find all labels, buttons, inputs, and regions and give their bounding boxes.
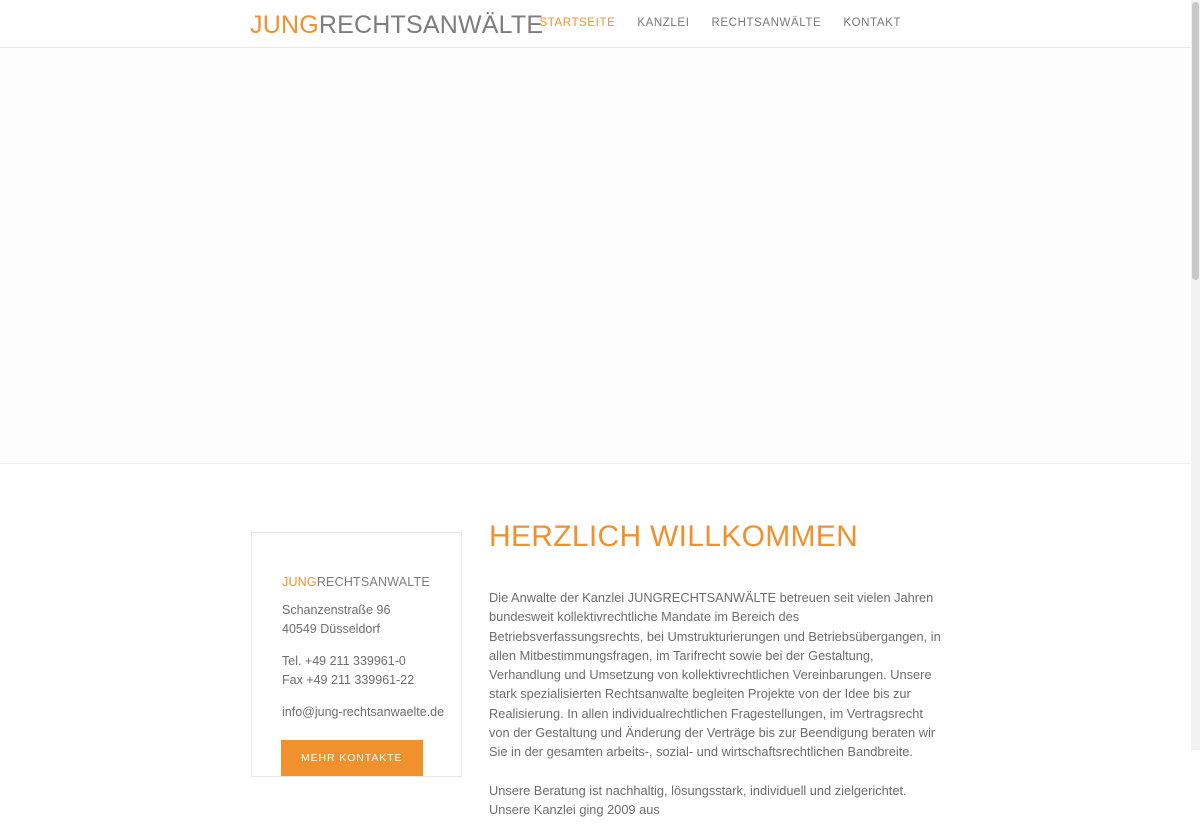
nav-item-startseite[interactable]: STARTSEITE [539,17,616,29]
nav-item-kontakt[interactable]: KONTAKT [843,17,901,29]
page-scrollbar-thumb[interactable] [1192,2,1199,280]
logo-accent-text: JUNG [250,11,319,39]
nav-item-rechtsanwaelte[interactable]: RECHTSANWÄLTE [711,17,822,29]
main-column [489,520,941,838]
intro-paragraph-2: Unsere Beratung ist nachhaltig, lösungsstark, individuell und zielgerichtet. Unsere Kanzlei ging 2009 aus [489,782,907,817]
contact-fax: Fax +49 211 339961-22 [282,673,415,687]
logo-rest-text: RECHTSANWÄLTE [318,11,544,39]
contact-card [251,532,462,777]
nav-item-kanzlei[interactable]: KANZLEI [637,17,690,29]
page-scrollbar-track[interactable] [1191,0,1200,750]
intro-paragraph-1: Die Anwalte der Kanzlei JUNGRECHTSANWÄLTE betreuen seit vielen Jahren bundesweit kollektivrechtliche Mandate im Bereich des Betriebsverfassungsrechts, bei Umstrukturierungen und Betriebsübergangen, in allen Mitbestimmungsfragen, im Tarifrecht sowie bei der Gestaltung, Verhandlung und Umsetzung von kollektivrechtlichen Vereinbarungen. Unsere stark spezialisierten Rechtsanwalte begleiten Projekte von der Idee bis zur Realisierung. In allen individualrechtlichen Fragestellungen, im Vertragsrecht von der Gestaltung und Änderung der Verträge bis zur Beendigung beraten wir Sie in der gesamten arbeits-, sozial- und wirtschaftsrechtlichen Bandbreite. [489,590,941,760]
main-navigation [539,17,901,29]
contact-card-logo [282,575,461,589]
content-area [0,465,1200,817]
hero-banner [0,48,1200,464]
contact-street: Schanzenstraße 96 [282,603,391,617]
contact-logo-accent-text: JUNG [282,575,317,589]
site-logo[interactable] [250,11,543,40]
spacer [282,690,461,703]
contact-logo-rest-text: RECHTSANWALTE [316,575,430,589]
contact-city: 40549 Düsseldorf [282,622,380,636]
contact-phone: Tel. +49 211 339961-0 [282,654,406,668]
contact-email[interactable]: info@jung-rechtsanwaelte.de [282,705,445,719]
spacer [282,639,461,652]
site-header [0,0,1200,48]
more-contacts-button[interactable]: MEHR KONTAKTE [281,740,423,776]
page-title: HERZLICH WILLKOMMEN [489,520,859,553]
